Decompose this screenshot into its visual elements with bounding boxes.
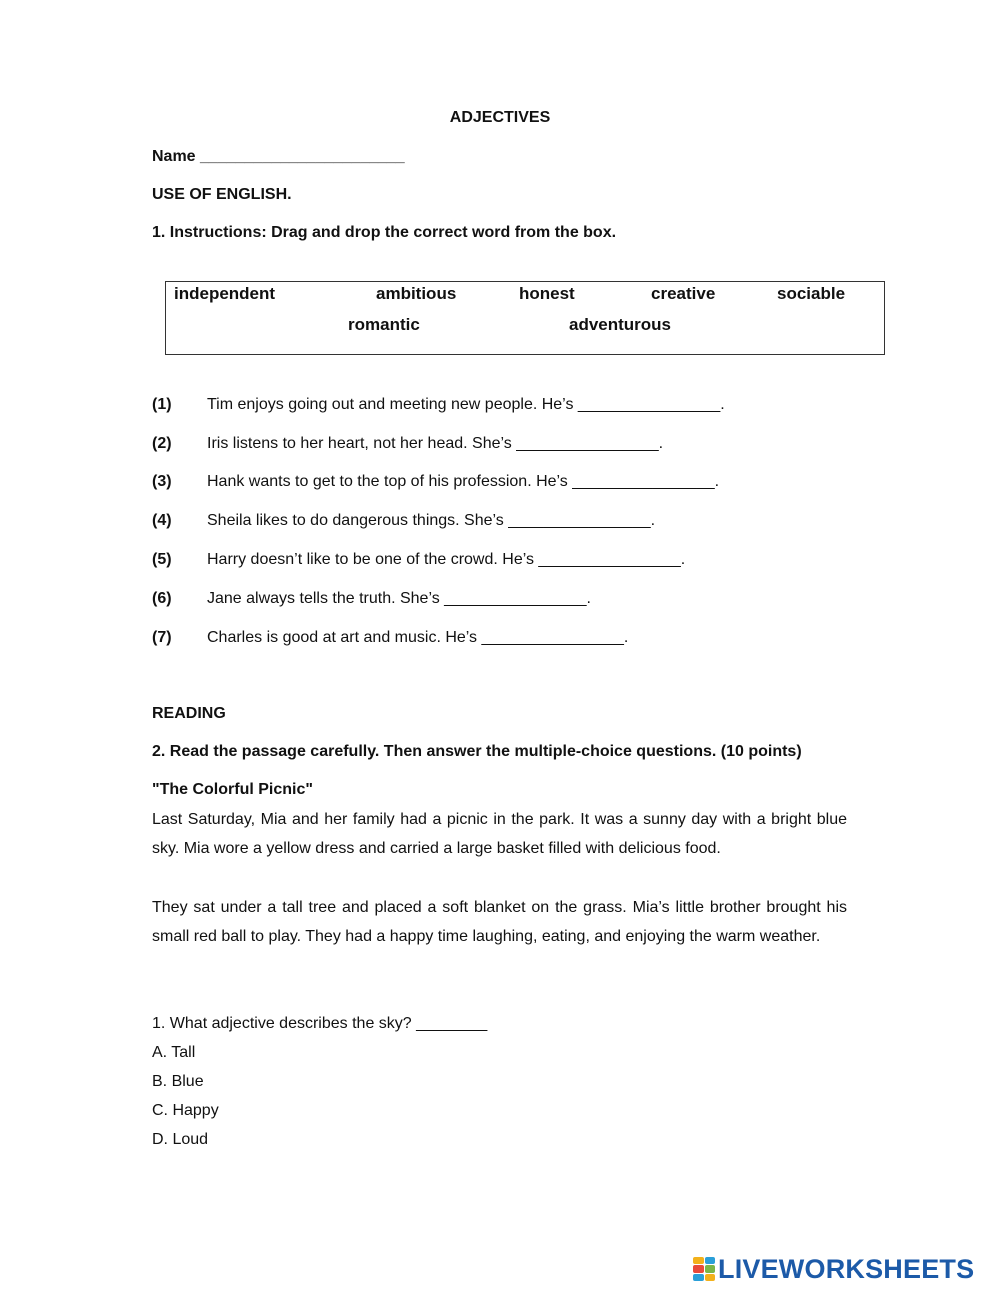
sentence-number: (4) <box>152 512 172 529</box>
sentence-text[interactable]: Jane always tells the truth. She’s ________________. <box>207 590 591 607</box>
logo-cube <box>693 1265 704 1272</box>
answer-option-d[interactable]: D. Loud <box>152 1131 209 1148</box>
answer-option-b[interactable]: B. Blue <box>152 1073 204 1090</box>
word-chip-ambitious[interactable]: ambitious <box>376 284 457 303</box>
logo-cube <box>705 1265 716 1272</box>
sentence-text[interactable]: Charles is good at art and music. He’s ________________. <box>207 629 629 646</box>
sentence-number: (1) <box>152 396 172 413</box>
logo-cube <box>705 1274 716 1281</box>
answer-option-c[interactable]: C. Happy <box>152 1102 219 1119</box>
logo-cube <box>693 1257 704 1264</box>
section-heading-reading: READING <box>152 705 226 722</box>
question-text[interactable]: 1. What adjective describes the sky? ________ <box>152 1015 488 1032</box>
page-title: ADJECTIVES <box>449 109 551 126</box>
name-field-label: Name _______________________ <box>152 148 405 165</box>
sentence-text[interactable]: Tim enjoys going out and meeting new people. He’s ________________. <box>207 396 725 413</box>
logo-cubes-icon <box>693 1257 715 1281</box>
sentence-text[interactable]: Iris listens to her heart, not her head. She’s ________________. <box>207 435 664 452</box>
word-chip-independent[interactable]: independent <box>174 284 276 303</box>
section-heading-use-of-english: USE OF ENGLISH. <box>152 186 292 203</box>
sentence-number: (7) <box>152 629 172 646</box>
answer-option-a[interactable]: A. Tall <box>152 1044 196 1061</box>
story-title: "The Colorful Picnic" <box>152 781 313 798</box>
sentence-text[interactable]: Sheila likes to do dangerous things. She’s ________________. <box>207 512 656 529</box>
liveworksheets-logo <box>693 1255 974 1283</box>
sentence-text[interactable]: Hank wants to get to the top of his profession. He’s ________________. <box>207 473 720 490</box>
word-chip-creative[interactable]: creative <box>651 284 716 303</box>
sentence-text[interactable]: Harry doesn’t like to be one of the crowd. He’s ________________. <box>207 551 686 568</box>
instruction-drag-drop: 1. Instructions: Drag and drop the correct word from the box. <box>152 224 617 241</box>
word-chip-honest[interactable]: honest <box>519 284 575 303</box>
word-chip-adventurous[interactable]: adventurous <box>569 315 672 334</box>
sentence-number: (3) <box>152 473 172 490</box>
word-box <box>165 281 885 355</box>
instruction-reading: 2. Read the passage carefully. Then answer the multiple-choice questions. (10 points) <box>152 743 802 760</box>
logo-cube <box>693 1274 704 1281</box>
sentence-number: (5) <box>152 551 172 568</box>
story-paragraph: They sat under a tall tree and placed a soft blanket on the grass. Mia’s little brother brought his small red ball to play. They had a happy time laughing, eating, and enjoying the warm weather. <box>152 899 847 945</box>
sentence-number: (6) <box>152 590 172 607</box>
logo-wordmark: LIVEWORKSHEETS <box>718 1254 975 1284</box>
sentence-number: (2) <box>152 435 172 452</box>
word-chip-romantic[interactable]: romantic <box>348 315 420 334</box>
logo-cube <box>705 1257 716 1264</box>
story-paragraph: Last Saturday, Mia and her family had a picnic in the park. It was a sunny day with a bright blue sky. Mia wore a yellow dress and carried a large basket filled with delicious food. <box>152 811 847 857</box>
word-chip-sociable[interactable]: sociable <box>777 284 846 303</box>
